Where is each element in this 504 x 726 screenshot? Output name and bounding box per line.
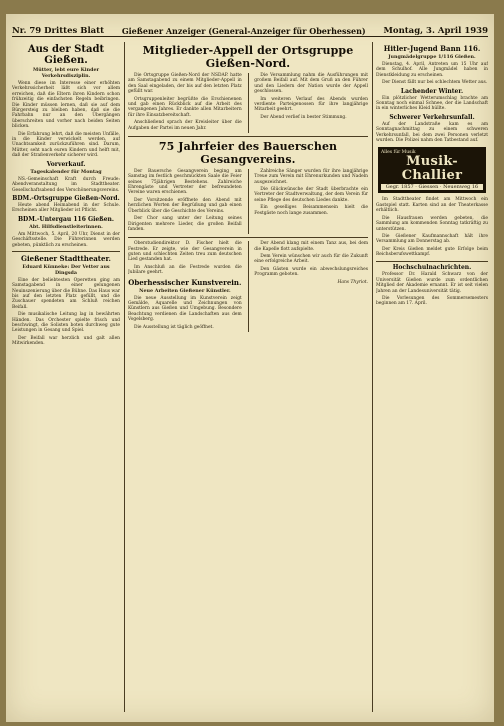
center-row-2 — [128, 169, 368, 234]
article-paragraph: Ortsgruppenleiter begrüßte die Erschienenen und gab einen Rückblick auf die Arbeit des vergangenen Jahres. Er dankte allen Mitarbeitern für ihre Einsatzbereitschaft. — [128, 96, 242, 118]
article-paragraph: Der Abend klang mit einem Tanz aus, bei dem die Kapelle flott aufspielte. — [254, 241, 368, 252]
newspaper-page — [6, 14, 494, 722]
article-paragraph: Die Versammlung nahm die Ausführungen mit großem Beifall auf. Mit dem Gruß an den Führer und den Liedern der Nation wurde der Appell geschlossen. — [254, 73, 368, 95]
article-paragraph: Die Glückwünsche der Stadt überbrachte ein Vertreter der Stadtverwaltung, der dem Verein für seine Pflege des deutschen Liedes dankte. — [254, 187, 368, 203]
masthead — [12, 20, 488, 37]
article-paragraph: Die Ausstellung ist täglich geöffnet. — [134, 324, 214, 330]
issue-number: Nr. 79 Drittes Blatt — [12, 26, 105, 36]
article-paragraph: Der Abend verlief in bester Stimmung. — [260, 114, 347, 120]
article-paragraph: Ein plötzlicher Wetterumschlag brachte am Sonntag noch einmal Schnee, der die Landschaft in ein winterliches Kleid hüllte. — [376, 95, 488, 112]
article-paragraph: Anschließend sprach der Kreisleiter über die Aufgaben der Partei im neuen Jahr. — [128, 120, 242, 131]
column-rule — [124, 42, 125, 712]
column-2c — [128, 241, 242, 332]
headline-verkehrsunfall: Schwerer Verkehrsunfall. — [389, 113, 475, 121]
headline-bdm-ortsgruppe: BDM.-Ortsgruppe Gießen-Nord. — [12, 194, 120, 202]
subheadline-jungmaedel: Jungmädelgruppe 1/116 Gießen. — [388, 54, 476, 60]
subheadline-hilfsdienst: Abt. Hilfsdienstleiterinnen. — [29, 223, 103, 230]
column-3a — [254, 73, 368, 133]
headline-vorverkauf: Vorverkauf. — [46, 160, 86, 168]
article-paragraph: Der Dienst fällt nur bei schlechtem Wetter aus. — [382, 80, 488, 86]
article-paragraph: Die neue Ausstellung im Kunstverein zeigt Gemälde, Aquarelle und Zeichnungen von Künstlern aus Gießen und Umgebung. Besondere Beachtung verdienen die Landschaften aus dem Vogelsberg. — [128, 295, 242, 323]
article-paragraph: Professor Dr. Harald Schwarz von der Universität Gießen wurde zum ordentlichen Mitglied der Akademie ernannt. Er ist seit vielen Jahren an der Landesuniversität tätig. — [376, 272, 488, 294]
article-paragraph: NS.-Gemeinschaft Kraft durch Freude: Abendveranstaltung im Stadttheater. Gesellschaftsabend des Verschönerungsvereins. — [12, 176, 120, 193]
article-paragraph: Der Vorsitzende eröffnete den Abend mit herzlichen Worten der Begrüßung und gab einen Überblick über die Geschichte des Vereins. — [128, 197, 242, 214]
column-rule — [248, 169, 249, 234]
article-paragraph: Der Kreis Gießen meldet gute Erfolge beim Reichsberufswettkampf. — [376, 246, 488, 258]
center-row-1 — [128, 73, 368, 133]
article-paragraph: Am Mittwoch, 5. April, 20 Uhr, Dienst in der Geschäftsstelle. Die Führerinnen werden gebeten, pünktlich zu erscheinen. — [12, 231, 120, 248]
headline-mitglieder-appell: Mitglieder-Appell der Ortsgruppe Gießen-Nord. — [142, 44, 354, 70]
article-paragraph: Wenn diese im Interesse einer erhöhten Verkehrssicherheit läßt sich vor allem erreichen, daß die Eltern ihren Kindern schon frühzeitig die einfachsten Regeln beibringen. Die Kinder müssen lernen, daß sie auf dem Bürgersteig zu bleiben haben, daß sie die Fahrbahn nur an den Übergängen überschreiten und vorher nach beiden Seiten blicken. — [12, 81, 120, 130]
article-paragraph: Dienstag, 4. April, Antreten um 15 Uhr auf dem Schulhof. Alle Jungmädel haben in Dienstkleidung zu erscheinen. — [376, 62, 488, 78]
article-paragraph: Im weiteren Verlauf des Abends wurden verdiente Parteigenossen für ihre langjährige Mitarbeit geehrt. — [254, 96, 368, 113]
divider — [128, 136, 368, 137]
headline-stadttheater: Gießener Stadttheater. — [21, 253, 111, 263]
column-rule — [372, 42, 373, 712]
column-rule — [248, 73, 249, 133]
headline-hochschulnachrichten: Hochschulnachrichten. — [392, 264, 472, 272]
article-paragraph: Der Bauersche Gesangverein beging am Samstag im festlich geschmückten Saale die Feier seines 75jährigen Bestehens. Zahlreiche Ehrengäste und Vertreter der befreundeten Vereine waren erschienen. — [128, 168, 242, 196]
headline-aus-der-stadt: Aus der Stadt Gießen. — [27, 44, 105, 66]
article-paragraph: Eine der beliebtesten Operetten ging am Samstagabend in einer gelungenen Neuinszenierung über die Bühne. Das Haus war bis auf den letzten Platz gefüllt, und die Zuschauer spendeten am Schluß reichen Beifall. — [12, 277, 120, 310]
article-paragraph: Die Ortsgruppe Gießen-Nord der NSDAP. hatte am Samstagabend zu einem Mitglieder-Appell in den Saal eingeladen, der bis auf den letzten Platz gefüllt war. — [128, 73, 242, 95]
center-block — [128, 42, 368, 714]
article-paragraph: Der Beifall war herzlich und galt allen Mitwirkenden. — [12, 335, 120, 347]
article-paragraph: Im Anschluß an die Festrede wurden die Jubilare geehrt. — [128, 264, 242, 276]
issue-date: Montag, 3. April 1939 — [383, 26, 488, 36]
article-paragraph: Die Gießener Kaufmannschaft hält ihre Versammlung am Donnerstag ab. — [376, 233, 488, 245]
headline-75-jahrfeier: 75 Jahrfeier des Bauerschen Gesangvereins. — [158, 139, 338, 166]
divider — [128, 237, 368, 238]
headline-lachender-winter: Lachender Winter. — [400, 87, 464, 95]
article-paragraph: Oberstudiendirektor D. Fischer hielt die Festrede. Er zeigte, wie der Gesangverein in guten und schlechten Zeiten treu zum deutschen Lied gestanden hat. — [128, 241, 242, 263]
column-2b — [128, 169, 242, 234]
subheadline-vetter: Eduard Künneke: Der Vetter aus Dingsda — [22, 263, 110, 276]
article-paragraph: Der Chor sang unter der Leitung seines Dirigenten mehrere Lieder, die großen Beifall fanden. — [128, 216, 242, 232]
ad-address: Gegr. 1857 · Giessen · Neuenweg 16 — [381, 184, 483, 190]
author-signature: Hans Thyriot. — [337, 279, 368, 285]
article-paragraph: Ein geselliges Beisammensein hielt die Festgäste noch lange zusammen. — [254, 205, 368, 216]
ad-company-name: Musik-Challier — [401, 154, 463, 184]
subheadline-tageskalender: Tageskalender für Montag — [30, 168, 102, 175]
article-paragraph: Heute abend Heimabend in der Schule. Erscheinen aller Mitglieder ist Pflicht. — [12, 202, 120, 214]
newspaper-title: Gießener Anzeiger (General-Anzeiger für Oberhessen) — [121, 26, 366, 36]
article-paragraph: Die Hausfrauen werden gebeten, die Sammlung am kommenden Sonntag tatkräftig zu unterstützen. — [376, 215, 488, 232]
article-paragraph: Dem Verein wünschen wir auch für die Zukunft eine erfolgreiche Arbeit. — [254, 253, 368, 265]
ad-tagline: Alles für Musik — [381, 150, 416, 156]
advertisement-musik-challier — [378, 147, 486, 193]
column-4 — [376, 42, 488, 714]
headline-bdm-untergau: BDM.-Untergau 116 Gießen. — [17, 215, 115, 223]
headline-hitler-jugend: Hitler-Jugend Bann 116. — [383, 44, 481, 53]
headline-kunstverein: Oberhessischer Kunstverein. — [128, 277, 242, 287]
article-paragraph: Im Stadttheater findet am Mittwoch ein Gastspiel statt. Karten sind an der Theaterkasse erhältlich. — [376, 197, 488, 214]
column-3b — [254, 169, 368, 234]
divider — [376, 261, 488, 262]
article-paragraph: Zahlreiche Sänger wurden für ihre langjährige Treue zum Verein mit Ehrenurkunden und Nadeln ausgezeichnet. — [254, 168, 368, 185]
center-row-3 — [128, 241, 368, 332]
column-rule — [248, 241, 249, 332]
article-paragraph: Auf der Landstraße kam es am Sonntagnachmittag zu einem schweren Verkehrsunfall, bei dem zwei Personen verletzt wurden. Die Polizei nahm den Tatbestand auf. — [376, 121, 488, 144]
article-paragraph: Die musikalische Leitung lag in bewährten Händen. Das Orchester spielte frisch und beschwingt, die Solisten boten durchweg gute Leistungen in Gesang und Spiel. — [12, 312, 120, 334]
column-2a — [128, 73, 242, 133]
subheadline-kuenstler: Neue Arbeiten Gießener Künstler. — [139, 287, 231, 294]
column-3c — [254, 241, 368, 332]
divider — [12, 251, 120, 252]
subheadline-muetter: Mütter, lebt eure Kinder Verkehrsdisziplin. — [32, 67, 100, 79]
article-paragraph: Die Vorlesungen des Sommersemesters beginnen am 17. April. — [376, 295, 488, 307]
article-paragraph: Die Erfahrung lehrt, daß die meisten Unfälle, in die Kinder verwickelt werden, auf Unachtsamkeit zurückzuführen sind. Darum, Mütter, seht nach euren Kindern und helft mit, daß der Straßenverkehr sicherer wird. — [12, 131, 120, 159]
column-1 — [12, 42, 120, 714]
article-paragraph: Den Gästen wurde ein abwechslungsreiches Programm geboten. — [254, 266, 368, 278]
